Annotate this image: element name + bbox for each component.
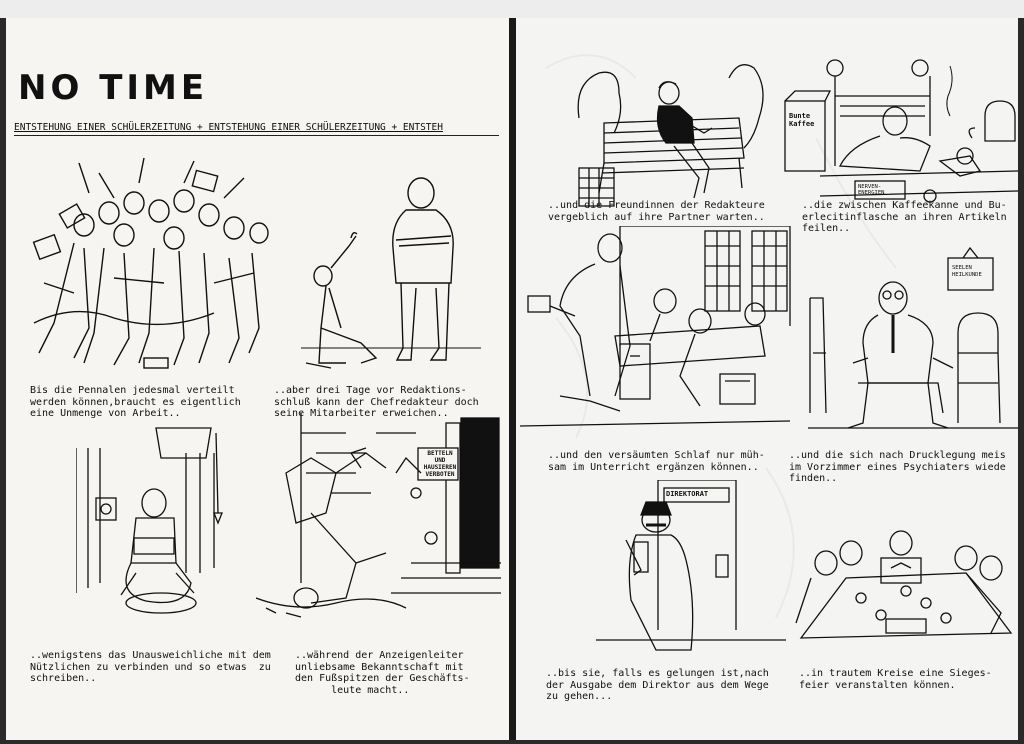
sign-nerven: NERVEN- ENERGIEN (858, 184, 885, 196)
illustration-chief-editor (301, 168, 501, 378)
caption-kaffeekanne: ..die zwischen Kaffeekanne und Bu- erlecitinflasche an ihren Artikeln feilen.. (802, 200, 1007, 234)
sign-kaffee: Bunte Kaffee (789, 112, 815, 128)
caption-drucklegung: ..und die sich nach Drucklegung meis im Vorzimmer eines Psychiaters wiede finden.. (789, 450, 1006, 484)
illustration-thrown-out (256, 413, 501, 633)
running-header: ENTSTEHUNG EINER SCHÜLERZEITUNG + ENTSTEHUNG EINER SCHÜLERZEITUNG + ENTSTEH (14, 122, 443, 133)
caption-siegesfeier: ..in trautem Kreise eine Sieges- feier veranstalten können. (799, 668, 992, 691)
illustration-crowd (14, 153, 274, 378)
sign-seelenheilkunde: SEELEN HEILKUNDE (952, 265, 982, 278)
illustration-celebration (786, 523, 1016, 653)
illustration-classroom (520, 226, 795, 431)
book-gutter (509, 18, 516, 740)
caption-drei-tage: ..aber drei Tage vor Redaktions- schluß kann der Chefredakteur doch seine Mitarbeiter erweichen.. (274, 385, 479, 419)
caption-pennalen: Bis die Pennalen jedesmal verteilt werden können,braucht es eigentlich eine Unmenge von Arbeit.. (30, 385, 241, 419)
caption-direktor: ..bis sie, falls es gelungen ist,nach der Ausgabe dem Direktor aus dem Wege zu gehen... (546, 668, 769, 702)
right-page (516, 18, 1018, 740)
sign-betteln: BETTELN UND HAUSIEREN VERBOTEN (423, 450, 457, 478)
illustration-waiting-room (808, 243, 1018, 443)
illustration-bench (574, 58, 779, 213)
caption-anzeigenleiter: ..während der Anzeigenleiter unliebsame Bekanntschaft mit den Fußspitzen der Geschäfts- leute macht.. (295, 650, 470, 696)
illustration-desk (780, 56, 1018, 216)
caption-schlaf: ..und den versäumten Schlaf nur müh- sam im Unterricht ergänzen können.. (548, 450, 765, 473)
illustration-toilet (76, 423, 236, 623)
illustration-director-door (596, 480, 786, 655)
caption-unausweichliche: ..wenigstens das Unausweichliche mit dem Nützlichen zu verbinden und so etwas zu schreiben.. (30, 650, 271, 684)
page-title: NO TIME (18, 68, 209, 108)
caption-freundinnen: ..und die Freundinnen der Redakteure vergeblich auf ihre Partner warten.. (548, 200, 765, 223)
header-rule (14, 135, 499, 136)
standing-figure (393, 178, 453, 360)
left-page (6, 18, 509, 740)
scan-top-band (0, 0, 1024, 18)
crowd-figures (34, 158, 268, 368)
sign-direktorat: DIREKTORAT (666, 490, 709, 498)
